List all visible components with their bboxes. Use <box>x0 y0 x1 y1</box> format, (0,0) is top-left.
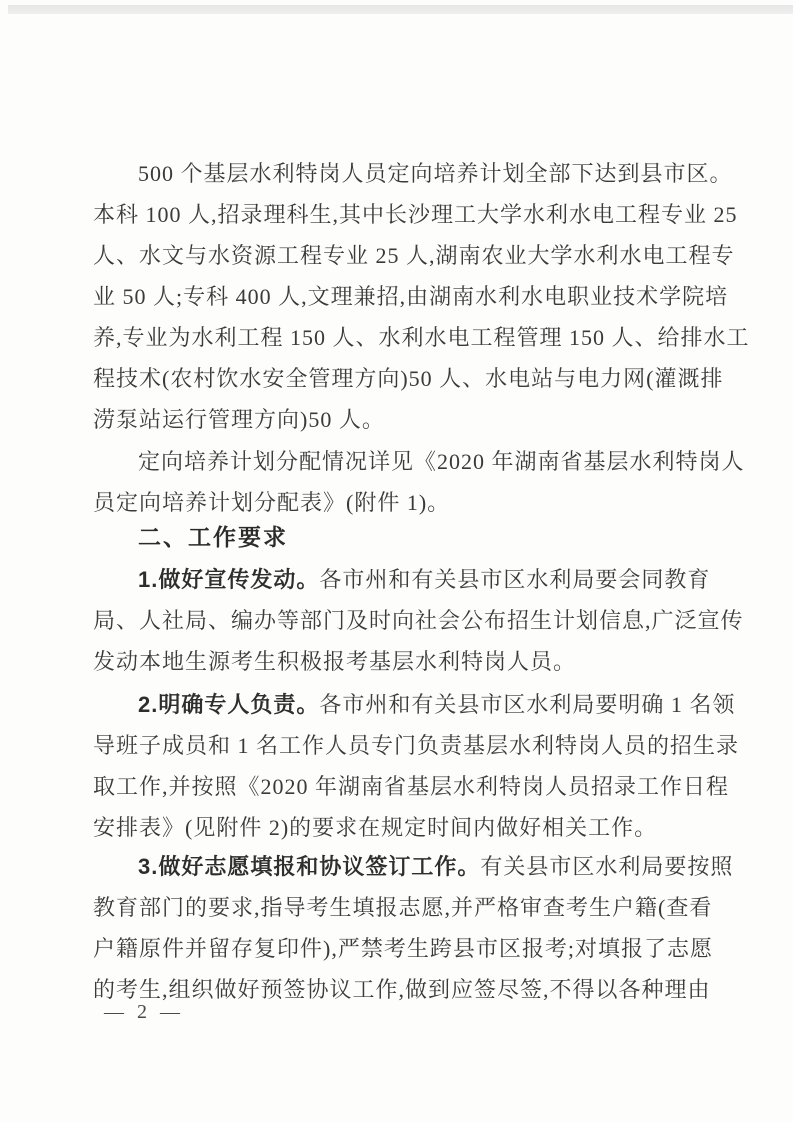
text-line: 教育部门的要求,指导考生填报志愿,并严格审查考生户籍(查看 <box>93 895 713 920</box>
scan-artifact-band <box>8 5 793 14</box>
paragraph-training-plan <box>93 153 750 440</box>
item-lead-label: 1.做好宣传发动。 <box>138 567 320 592</box>
item-lead-label: 3.做好志愿填报和协议签订工作。 <box>138 854 481 879</box>
section-heading-work-requirements: 二、工作要求 <box>138 524 288 550</box>
text-line: 导班子成员和 1 名工作人员专门负责基层水利特岗人员的招生录 <box>93 733 740 758</box>
text-line: 涝泵站运行管理方向)50 人。 <box>93 407 385 432</box>
paragraph-item-3-application <box>93 846 734 1010</box>
text-line: 发动本地生源考生积极报考基层水利特岗人员。 <box>93 649 577 674</box>
text-line: 养,专业为水利工程 150 人、水利水电工程管理 150 人、给排水工 <box>93 325 750 350</box>
text-line: 业 50 人;专科 400 人,文理兼招,由湖南水利水电职业技术学院培 <box>93 284 729 309</box>
paragraph-item-1-publicity <box>93 559 744 682</box>
text-line: 局、人社局、编办等部门及时向社会公布招生计划信息,广泛宣传 <box>93 608 744 633</box>
text-line: 的考生,组织做好预签协议工作,做到应签尽签,不得以各种理由 <box>93 977 711 1002</box>
text-line: 人、水文与水资源工程专业 25 人,湖南农业大学水利水电工程专 <box>93 243 735 268</box>
text-line: 本科 100 人,招录理科生,其中长沙理工大学水利水电工程专业 25 <box>93 202 738 227</box>
paragraph-item-2-responsibility <box>93 684 740 848</box>
text-line: 程技术(农村饮水安全管理方向)50 人、水电站与电力网(灌溉排 <box>93 366 724 391</box>
paragraph-allocation-reference <box>93 441 745 523</box>
item-lead-rest: 有关县市区水利局要按照 <box>480 854 734 879</box>
item-lead-label: 2.明确专人负责。 <box>138 692 320 717</box>
text-line: 安排表》(见附件 2)的要求在规定时间内做好相关工作。 <box>93 815 658 840</box>
text-line: 500 个基层水利特岗人员定向培养计划全部下达到县市区。 <box>138 161 733 186</box>
text-line <box>93 684 736 725</box>
text-line <box>93 559 711 600</box>
text-line: 户籍原件并留存复印件),严禁考生跨县市区报考;对填报了志愿 <box>93 936 713 961</box>
text-line: 定向培养计划分配情况详见《2020 年湖南省基层水利特岗人 <box>138 449 745 474</box>
item-lead-rest: 各市州和有关县市区水利局要会同教育 <box>319 567 711 592</box>
item-lead-rest: 各市州和有关县市区水利局要明确 1 名领 <box>319 692 736 717</box>
text-line: 员定向培养计划分配表》(附件 1)。 <box>93 490 451 515</box>
text-line <box>93 846 734 887</box>
page-number: — 2 — <box>104 1001 184 1023</box>
text-line: 取工作,并按照《2020 年湖南省基层水利特岗人员招录工作日程 <box>93 774 730 799</box>
